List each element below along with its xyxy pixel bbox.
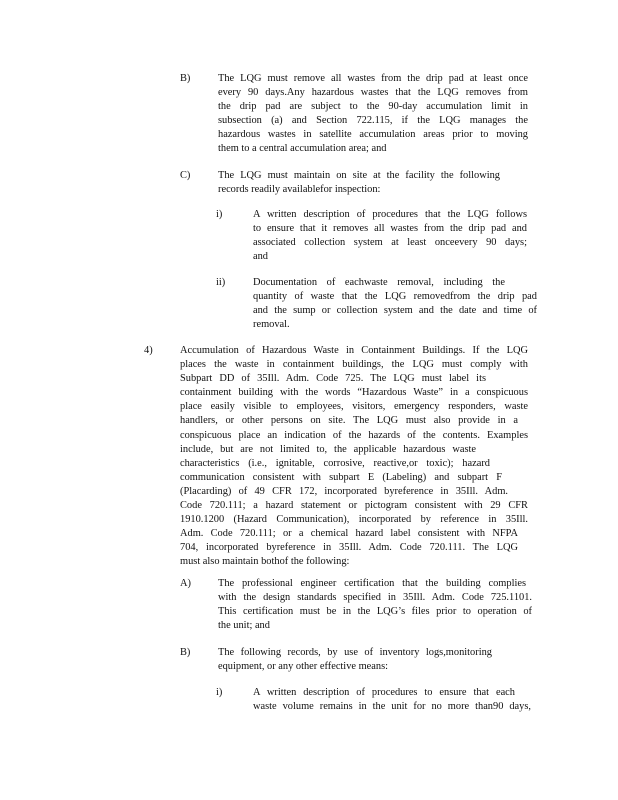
item-label: i) xyxy=(216,687,223,698)
text-line: This certification must be in the LQG’s files prior to operation of xyxy=(218,606,532,618)
text-line: Accumulation of Hazardous Waste in Containment Buildings. If the LQG xyxy=(180,345,528,356)
item-label: C) xyxy=(180,170,191,181)
paragraph-text xyxy=(253,208,527,264)
text-line: Adm. Code 720.111; or a chemical hazard label consistent with NFPA xyxy=(180,528,518,540)
paragraph-text xyxy=(218,646,492,674)
text-line: must also maintain bothof the following: xyxy=(180,556,350,568)
text-line: containment building with the words “Hazardous Waste” in a conspicuous xyxy=(180,387,528,399)
text-line: hazardous wastes in satellite accumulation areas prior to moving xyxy=(218,129,528,141)
text-line: with the design standards specified in 35Ill. Adm. Code 725.1101. xyxy=(218,592,532,604)
text-line: places the waste in containment buildings, the LQG must comply with xyxy=(180,359,528,371)
text-line: associated collection system at least onceevery 90 days; xyxy=(253,237,527,249)
text-line: Subpart DD of 35Ill. Adm. Code 725. The LQG must label its xyxy=(180,373,486,385)
paragraph-text xyxy=(253,686,531,714)
text-line: 1910.1200 (Hazard Communication), incorporated by reference in 35Ill. xyxy=(180,514,528,526)
text-line: communication consistent with subpart E (Labeling) and subpart F xyxy=(180,471,502,483)
item-label: B) xyxy=(180,73,191,84)
text-line: the drip pad are subject to the 90-day accumulation limit in xyxy=(218,101,528,113)
paragraph-text xyxy=(218,169,500,197)
text-line: (Placarding) of 49 CFR 172, incorporated byreference in 35Ill. Adm. xyxy=(180,485,508,497)
paragraph-text xyxy=(180,344,528,570)
text-line: conspicuous place an indication of the hazards of the contents. Examples xyxy=(180,429,528,441)
text-line: the unit; and xyxy=(218,620,270,632)
text-line: handlers, or other persons on site. The LQG must also provide in a xyxy=(180,415,518,427)
text-line: them to a central accumulation area; and xyxy=(218,143,387,155)
text-line: The following records, by use of inventory logs,monitoring xyxy=(218,647,492,658)
text-line: 704, incorporated byreference in 35Ill. Adm. Code 720.111. The LQG xyxy=(180,542,518,554)
text-line: and the sump or collection system and the date and time of xyxy=(253,305,537,317)
text-line: removal. xyxy=(253,319,290,331)
paragraph-text xyxy=(253,276,537,332)
text-line: Code 720.111; a hazard statement or pictogram consistent with 29 CFR xyxy=(180,500,528,512)
item-label: A) xyxy=(180,578,191,589)
text-line: The LQG must maintain on site at the facility the following xyxy=(218,170,500,181)
text-line: The professional engineer certification that the building complies xyxy=(218,578,526,589)
text-line: equipment, or any other effective means: xyxy=(218,661,389,673)
item-label: ii) xyxy=(216,277,226,288)
text-line: subsection (a) and Section 722.115, if the LQG manages the xyxy=(218,115,528,127)
text-line: records readily availablefor inspection: xyxy=(218,184,381,196)
text-line: A written description of procedures that the LQG follows xyxy=(253,209,527,220)
text-line: and xyxy=(253,251,269,263)
text-line: The LQG must remove all wastes from the drip pad at least once xyxy=(218,73,528,84)
text-line: Documentation of eachwaste removal, including the xyxy=(253,277,505,288)
paragraph-text xyxy=(218,72,528,157)
text-line: characteristics (i.e., ignitable, corrosive, reactive,or toxic); hazard xyxy=(180,457,490,469)
item-label: i) xyxy=(216,209,223,220)
text-line: include, but are not limited to, the applicable hazardous waste xyxy=(180,443,476,455)
text-line: place easily visible to employees, visitors, emergency responders, waste xyxy=(180,401,528,413)
text-line: quantity of waste that the LQG removedfrom the drip pad xyxy=(253,291,537,303)
paragraph-text xyxy=(218,577,532,633)
item-label: 4) xyxy=(144,345,153,356)
text-line: to ensure that it removes all wastes from the drip pad and xyxy=(253,223,527,235)
text-line: waste volume remains in the unit for no more than90 days, xyxy=(253,701,531,713)
text-line: every 90 days.Any hazardous wastes that the LQG removes from xyxy=(218,87,528,99)
text-line: A written description of procedures to ensure that each xyxy=(253,687,515,698)
item-label: B) xyxy=(180,647,191,658)
